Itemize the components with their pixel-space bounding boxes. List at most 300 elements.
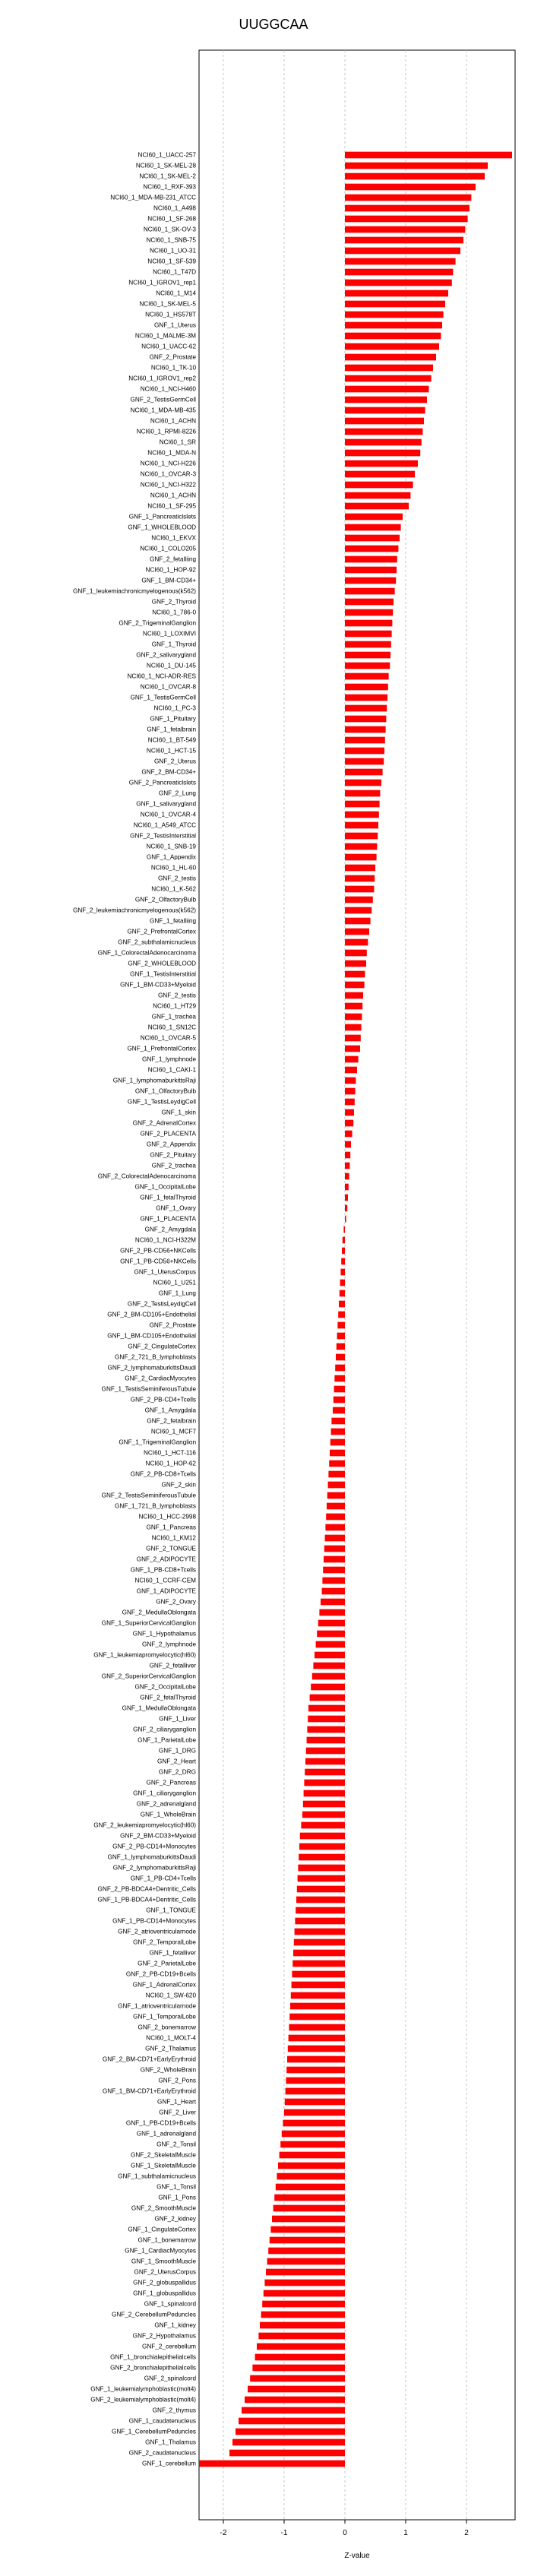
bar bbox=[298, 1865, 345, 1872]
category-label: GNF_2_Uterus bbox=[153, 758, 196, 765]
bar bbox=[328, 1471, 345, 1478]
bar bbox=[318, 1620, 345, 1627]
bar bbox=[345, 216, 468, 223]
bar bbox=[335, 1365, 345, 1372]
bar bbox=[330, 1439, 345, 1446]
bar bbox=[345, 375, 432, 382]
category-label: GNF_2_trachea bbox=[151, 1162, 196, 1169]
category-label: GNF_2_spinalcord bbox=[144, 2375, 196, 2382]
bar bbox=[345, 535, 400, 542]
category-label: NCI60_1_SNB-19 bbox=[146, 843, 196, 850]
category-label: GNF_2_PB-CD19+Bcells bbox=[125, 1970, 196, 1978]
bar bbox=[345, 1216, 346, 1223]
category-label: GNF_1_bronchialepithelialcells bbox=[110, 2353, 196, 2361]
bar bbox=[293, 1950, 345, 1957]
bar bbox=[301, 1822, 345, 1829]
category-label: GNF_1_TestisGermCell bbox=[130, 694, 196, 701]
category-label: NCI60_1_MDA-MB-231_ATCC bbox=[110, 194, 196, 201]
bar bbox=[345, 439, 422, 446]
bar bbox=[297, 1886, 345, 1893]
bar bbox=[345, 726, 386, 733]
category-label: GNF_1_BM-CD71+EarlyErythroid bbox=[102, 2087, 196, 2095]
category-label: GNF_2_PB-CD56+NKCells bbox=[120, 1247, 196, 1255]
category-label: NCI60_1_SK-OV-3 bbox=[143, 226, 196, 233]
bar bbox=[313, 1663, 345, 1669]
bar bbox=[345, 1099, 355, 1106]
category-label: NCI60_1_UO-31 bbox=[150, 247, 196, 255]
bar bbox=[345, 1035, 361, 1042]
bar bbox=[285, 2099, 345, 2106]
category-label: GNF_1_Thalamus bbox=[145, 2438, 196, 2446]
category-label: GNF_2_CardiacMyocytes bbox=[125, 1375, 196, 1382]
bar bbox=[345, 790, 380, 797]
category-label: GNF_1_PB-CD8+Tcells bbox=[130, 1566, 196, 1574]
bar bbox=[345, 1067, 357, 1074]
bar bbox=[324, 1546, 345, 1552]
bar bbox=[276, 2184, 345, 2191]
category-label: GNF_1_Pancreaticlslets bbox=[128, 513, 196, 521]
bar bbox=[308, 1705, 345, 1712]
bar bbox=[345, 769, 383, 776]
category-label: NCI60_1_NCI-ADR-RES bbox=[127, 672, 196, 680]
bar bbox=[299, 1843, 345, 1850]
bar bbox=[239, 2418, 345, 2425]
bar bbox=[345, 822, 378, 829]
category-label: GNF_2_ParietalLobe bbox=[138, 1960, 196, 1967]
bar bbox=[345, 663, 390, 669]
category-label: NCI60_1_IGROV1_rep2 bbox=[128, 375, 196, 382]
bar bbox=[324, 1556, 345, 1563]
category-label: NCI60_1_SK-MEL-2 bbox=[139, 172, 196, 180]
category-label: GNF_2_atrioventricularnode bbox=[118, 1928, 196, 1935]
category-label: GNF_2_Tonsil bbox=[157, 2141, 196, 2148]
category-label: GNF_2_721_B_lymphoblasts bbox=[115, 1353, 196, 1361]
bar bbox=[345, 1152, 350, 1159]
category-label: GNF_1_721_B_lymphoblasts bbox=[115, 1502, 196, 1510]
bar bbox=[345, 354, 436, 361]
bar bbox=[325, 1524, 345, 1531]
category-label: GNF_2_adrenalgland bbox=[136, 1800, 196, 1808]
category-label: GNF_2_SmoothMuscle bbox=[131, 2204, 196, 2212]
category-label: GNF_1_ciliaryganglion bbox=[133, 1790, 196, 1797]
bar bbox=[345, 641, 391, 648]
bar bbox=[345, 152, 512, 159]
category-label: GNF_2_TestisSeminiferousTubule bbox=[101, 1492, 196, 1499]
bar bbox=[307, 1726, 345, 1733]
category-label: GNF_2_ADIPOCYTE bbox=[136, 1555, 196, 1563]
category-label: NCI60_1_HS578T bbox=[145, 311, 196, 318]
bar bbox=[345, 843, 377, 850]
category-label: GNF_1_PLACENTA bbox=[140, 1215, 196, 1223]
category-label: NCI60_1_A498 bbox=[153, 204, 196, 212]
bar bbox=[261, 2312, 345, 2318]
category-label: NCI60_1_OVCAR-5 bbox=[140, 1034, 196, 1042]
category-label: GNF_1_OlfactoryBulb bbox=[134, 1087, 196, 1095]
bar bbox=[316, 1641, 345, 1648]
bar bbox=[264, 2290, 345, 2297]
category-label: NCI60_1_SF-539 bbox=[147, 258, 196, 265]
category-label: GNF_2_Ovary bbox=[156, 1598, 196, 1606]
category-label: GNF_1_bonemarrow bbox=[138, 2236, 196, 2244]
bar bbox=[345, 514, 403, 521]
bar bbox=[345, 737, 385, 744]
bar bbox=[345, 418, 424, 425]
category-label: GNF_2_PB-CD14+Monocytes bbox=[112, 1843, 196, 1850]
bar bbox=[345, 195, 471, 201]
bar bbox=[345, 1131, 353, 1138]
category-label: GNF_2_OccipitalLobe bbox=[134, 1683, 196, 1691]
bar bbox=[345, 1088, 356, 1095]
bar bbox=[327, 1492, 345, 1499]
bar bbox=[317, 1631, 345, 1638]
bar bbox=[339, 1301, 345, 1308]
x-tick-label: 0 bbox=[343, 2529, 347, 2537]
bar bbox=[264, 2280, 345, 2286]
category-label: GNF_1_ParietalLobe bbox=[138, 1736, 196, 1744]
category-label: NCI60_1_HCT-116 bbox=[143, 1449, 196, 1457]
bar bbox=[345, 365, 433, 372]
category-label: NCI60_1_NCI-H226 bbox=[140, 460, 196, 467]
bar bbox=[345, 620, 392, 627]
bar bbox=[331, 1418, 345, 1425]
bar bbox=[345, 226, 465, 233]
category-label: NCI60_1_MDA-MB-435 bbox=[130, 407, 196, 414]
category-label: GNF_1_TestisSeminiferousTubule bbox=[101, 1385, 196, 1393]
bar bbox=[345, 184, 476, 191]
bar bbox=[345, 397, 427, 403]
category-label: GNF_2_salivarygland bbox=[136, 651, 196, 659]
category-label: NCI60_1_HCC-2998 bbox=[138, 1513, 196, 1521]
bar bbox=[255, 2354, 345, 2361]
bar bbox=[345, 1195, 348, 1201]
bar bbox=[345, 780, 381, 786]
bar bbox=[343, 1226, 345, 1233]
category-label: GNF_1_Heart bbox=[157, 2098, 196, 2106]
bar bbox=[345, 971, 365, 978]
bar bbox=[345, 1078, 356, 1084]
category-label: GNF_1_atrioventricularnode bbox=[118, 2002, 196, 2010]
bar bbox=[274, 2205, 345, 2212]
bar bbox=[289, 2014, 345, 2021]
bar bbox=[345, 386, 428, 393]
bar bbox=[345, 492, 410, 499]
category-label: GNF_2_BM-CD33+Myeloid bbox=[120, 1832, 196, 1840]
bar bbox=[270, 2226, 345, 2233]
bar bbox=[292, 1982, 345, 1989]
category-label: NCI60_1_OVCAR-8 bbox=[140, 683, 196, 691]
bar bbox=[345, 599, 394, 606]
category-label: NCI60_1_HT29 bbox=[153, 1002, 196, 1010]
bar bbox=[334, 1375, 345, 1382]
bar bbox=[282, 2131, 345, 2138]
category-label: GNF_1_trachea bbox=[151, 1013, 196, 1021]
category-label-layer bbox=[73, 152, 197, 2467]
category-label: GNF_1_CerebellumPeduncles bbox=[111, 2428, 196, 2435]
bar bbox=[345, 429, 422, 435]
category-label: GNF_2_PB-CD8+Tcells bbox=[130, 1470, 196, 1478]
bar bbox=[345, 237, 463, 244]
category-label: NCI60_1_NCI-H322 bbox=[140, 481, 196, 489]
category-label: NCI60_1_KM12 bbox=[151, 1534, 196, 1542]
bar bbox=[322, 1588, 345, 1595]
bar bbox=[327, 1503, 345, 1510]
category-label: GNF_1_Uterus bbox=[153, 321, 196, 329]
category-label: NCI60_1_ACHN bbox=[150, 492, 196, 499]
bar bbox=[345, 929, 369, 935]
x-tick-label: -2 bbox=[220, 2529, 227, 2537]
category-label: NCI60_1_IGROV1_rep1 bbox=[128, 279, 196, 286]
category-label: NCI60_1_HOP-92 bbox=[145, 566, 196, 574]
category-label: GNF_2_Liver bbox=[159, 2109, 196, 2116]
bar bbox=[345, 652, 390, 659]
category-label: GNF_2_MedullaOblongata bbox=[122, 1609, 196, 1616]
bar bbox=[286, 2067, 345, 2074]
bar bbox=[280, 2152, 345, 2159]
category-label: GNF_2_Thyroid bbox=[151, 598, 196, 606]
bar bbox=[345, 854, 377, 861]
bar bbox=[287, 2056, 345, 2063]
bar bbox=[299, 1854, 345, 1861]
bar bbox=[345, 886, 374, 893]
bar bbox=[345, 684, 388, 691]
bar bbox=[343, 1237, 345, 1244]
bar bbox=[345, 471, 415, 478]
category-label: NCI60_1_RXF-393 bbox=[143, 183, 196, 191]
category-label: GNF_2_caudatenucleus bbox=[128, 2449, 196, 2457]
bar bbox=[266, 2269, 345, 2276]
category-label: GNF_1_PB-CD19+Bcells bbox=[125, 2119, 196, 2127]
bar bbox=[345, 1024, 362, 1031]
category-label: GNF_1_WHOLEBLOOD bbox=[128, 524, 196, 531]
category-label: GNF_1_Appendix bbox=[146, 853, 196, 861]
bar bbox=[345, 812, 379, 818]
bar bbox=[340, 1269, 345, 1276]
category-label: GNF_1_adrenalgland bbox=[136, 2130, 196, 2138]
bar bbox=[336, 1354, 345, 1361]
bar bbox=[300, 1833, 345, 1840]
bar bbox=[345, 865, 375, 872]
x-tick-layer bbox=[220, 2520, 470, 2537]
category-label: GNF_1_BM-CD33+Myeloid bbox=[120, 981, 196, 989]
bar bbox=[286, 2088, 345, 2095]
bar bbox=[345, 1014, 362, 1021]
category-label: GNF_2_Prostate bbox=[149, 1321, 196, 1329]
category-label: GNF_2_subthalamicnucleus bbox=[118, 938, 196, 946]
bar bbox=[345, 939, 368, 946]
category-label: GNF_2_lymphnode bbox=[142, 1641, 196, 1648]
category-label: GNF_1_AdrenalCortex bbox=[132, 1981, 196, 1989]
category-label: GNF_1_SkeletalMuscle bbox=[130, 2162, 196, 2169]
category-label: GNF_1_Hypothalamus bbox=[132, 1630, 196, 1638]
category-label: GNF_1_SuperiorCervicalGanglion bbox=[101, 1619, 196, 1627]
category-label: GNF_2_Prostate bbox=[149, 353, 196, 361]
category-label: NCI60_1_BT-549 bbox=[147, 736, 196, 744]
category-label: GNF_2_fetalliver bbox=[149, 1662, 196, 1669]
category-label: GNF_2_TestisGermCell bbox=[130, 396, 196, 403]
bar bbox=[331, 1429, 345, 1435]
category-label: GNF_2_BM-CD105+Endothelial bbox=[107, 1311, 196, 1318]
bar bbox=[289, 2024, 345, 2031]
bar bbox=[302, 1812, 345, 1818]
bar bbox=[345, 322, 442, 329]
category-label: GNF_1_MedullaOblongata bbox=[122, 1704, 196, 1712]
bar bbox=[345, 556, 397, 563]
bar bbox=[292, 1960, 345, 1967]
category-label: GNF_1_TrigeminalGanglion bbox=[119, 1438, 196, 1446]
bar bbox=[345, 748, 384, 755]
bar bbox=[345, 758, 384, 765]
bar bbox=[307, 1737, 345, 1744]
category-label: GNF_2_BM-CD71+EarlyErythroid bbox=[102, 2055, 196, 2063]
bar bbox=[345, 258, 456, 265]
bar bbox=[345, 312, 444, 318]
category-label: GNF_2_PB-BDCA4+Dentritic_Cells bbox=[97, 1885, 196, 1893]
bar bbox=[326, 1514, 345, 1521]
category-label: NCI60_1_SN12C bbox=[147, 1024, 196, 1031]
category-label: GNF_2_OlfactoryBulb bbox=[134, 896, 196, 903]
bar bbox=[303, 1801, 345, 1808]
bar bbox=[199, 2460, 345, 2467]
bar bbox=[322, 1578, 345, 1584]
category-label: GNF_2_Lung bbox=[158, 790, 196, 797]
bar bbox=[345, 1003, 362, 1010]
category-label: GNF_1_TemporalLobe bbox=[133, 2013, 196, 2021]
category-label: GNF_1_TestisInterstitial bbox=[130, 970, 196, 978]
bar bbox=[290, 2003, 345, 2010]
category-label: GNF_2_Pancreas bbox=[146, 1779, 196, 1786]
category-label: GNF_2_DRG bbox=[158, 1768, 196, 1776]
category-label: NCI60_1_MDA-N bbox=[147, 449, 196, 457]
category-label: GNF_2_Pituitary bbox=[150, 1151, 196, 1159]
bar bbox=[296, 1897, 345, 1904]
bar bbox=[257, 2343, 345, 2350]
bar bbox=[345, 524, 401, 531]
bar bbox=[252, 2365, 345, 2372]
bar bbox=[345, 609, 393, 616]
bar bbox=[270, 2237, 345, 2244]
bar bbox=[274, 2195, 345, 2201]
bar bbox=[345, 460, 418, 467]
bar bbox=[340, 1280, 345, 1286]
category-label: NCI60_1_TK-10 bbox=[150, 364, 196, 372]
category-label: GNF_2_fetalliing bbox=[150, 555, 196, 563]
category-label: GNF_1_fetalThyroid bbox=[140, 1194, 196, 1201]
category-label: NCI60_1_SK-MEL-5 bbox=[139, 300, 196, 308]
category-label: GNF_2_Appendix bbox=[146, 1141, 196, 1148]
category-label: NCI60_1_K-562 bbox=[151, 885, 196, 893]
bar bbox=[342, 1248, 345, 1255]
category-label: GNF_2_lymphomaburkittsDaudi bbox=[107, 1364, 196, 1372]
category-label: GNF_1_Thyroid bbox=[151, 641, 196, 648]
bar bbox=[315, 1652, 345, 1659]
x-tick-label: 2 bbox=[464, 2529, 469, 2537]
bar bbox=[305, 1769, 345, 1776]
category-label: NCI60_1_NCI-H322M bbox=[134, 1236, 196, 1244]
category-label: GNF_2_BM-CD34+ bbox=[141, 768, 196, 776]
category-label: GNF_1_fetalliver bbox=[149, 1949, 196, 1957]
bar bbox=[345, 269, 453, 276]
category-label: GNF_1_Tonsil bbox=[157, 2183, 196, 2191]
category-label: GNF_2_skin bbox=[161, 1481, 196, 1489]
category-label: GNF_1_CingulateCortex bbox=[128, 2226, 196, 2233]
category-label: GNF_2_leukemiapromyelocytic(hl60) bbox=[93, 1821, 196, 1829]
bar bbox=[345, 205, 470, 212]
category-label: GNF_2_bonemarrow bbox=[138, 2024, 196, 2031]
category-label: NCI60_1_CAKI-1 bbox=[147, 1066, 196, 1074]
chart-title: UUGGCAA bbox=[239, 17, 308, 32]
bar bbox=[345, 705, 387, 712]
category-label: NCI60_1_SW-620 bbox=[145, 1992, 196, 1999]
bar bbox=[323, 1567, 345, 1574]
category-label: GNF_2_SuperiorCervicalGanglion bbox=[101, 1673, 196, 1680]
bar bbox=[304, 1790, 345, 1797]
category-label: GNF_1_skin bbox=[161, 1109, 196, 1116]
bar bbox=[345, 290, 448, 297]
bar bbox=[345, 982, 365, 989]
category-label: GNF_2_UterusCorpus bbox=[134, 2268, 196, 2276]
category-label: NCI60_1_M14 bbox=[156, 290, 196, 297]
bar bbox=[345, 567, 397, 574]
bar bbox=[292, 1971, 345, 1978]
category-label: GNF_2_lymphomaburkittsRaji bbox=[112, 1864, 196, 1872]
bar bbox=[345, 673, 389, 680]
bar bbox=[345, 1120, 353, 1127]
category-label: GNF_1_lymphnode bbox=[142, 1055, 196, 1063]
category-label: GNF_2_CingulateCortex bbox=[128, 1343, 196, 1350]
bar bbox=[345, 1056, 359, 1063]
bar bbox=[341, 1258, 345, 1265]
bar bbox=[345, 248, 460, 255]
category-label: GNF_1_Pituitary bbox=[150, 715, 196, 723]
category-label: GNF_1_kidney bbox=[154, 2321, 196, 2329]
category-label: GNF_2_SkeletalMuscle bbox=[130, 2151, 196, 2159]
category-label: NCI60_1_A549_ATCC bbox=[133, 821, 196, 829]
category-label: GNF_2_WHOLEBLOOD bbox=[128, 960, 196, 967]
category-label: GNF_1_DRG bbox=[158, 1747, 196, 1755]
category-label: GNF_2_PrefrontalCortex bbox=[127, 928, 196, 935]
category-label: GNF_2_fetalThyroid bbox=[140, 1694, 196, 1701]
bar bbox=[242, 2407, 345, 2414]
bar bbox=[345, 631, 392, 638]
bar bbox=[345, 992, 363, 999]
category-label: NCI60_1_DU-145 bbox=[146, 662, 196, 669]
category-label: GNF_2_TestisInterstitial bbox=[130, 832, 196, 840]
bar bbox=[333, 1407, 345, 1414]
bar bbox=[308, 1716, 345, 1723]
category-label: GNF_2_TestisLeydigCell bbox=[127, 1300, 196, 1308]
category-label: GNF_1_leukemiachronicmyelogenous(k562) bbox=[72, 587, 196, 595]
bar bbox=[305, 1758, 345, 1765]
bar bbox=[283, 2120, 345, 2127]
category-label: GNF_1_TestisLeydigCell bbox=[127, 1098, 196, 1106]
category-label: GNF_2_TrigeminalGanglion bbox=[119, 619, 196, 627]
bar bbox=[267, 2258, 345, 2265]
bar bbox=[345, 546, 398, 552]
category-label: GNF_2_CerebellumPeduncles bbox=[111, 2311, 196, 2318]
bar bbox=[345, 1205, 347, 1212]
bar bbox=[272, 2216, 345, 2223]
bar bbox=[337, 1333, 345, 1340]
bar bbox=[334, 1386, 345, 1393]
category-label: GNF_2_kidney bbox=[154, 2215, 196, 2223]
category-label: GNF_2_testis bbox=[157, 992, 196, 999]
bar bbox=[345, 918, 371, 925]
category-label: GNF_1_SmoothMuscle bbox=[131, 2258, 196, 2265]
bar bbox=[345, 897, 373, 903]
category-label: NCI60_1_SF-268 bbox=[147, 215, 196, 223]
bar bbox=[345, 343, 439, 350]
category-label: GNF_1_Pancreas bbox=[146, 1524, 196, 1531]
